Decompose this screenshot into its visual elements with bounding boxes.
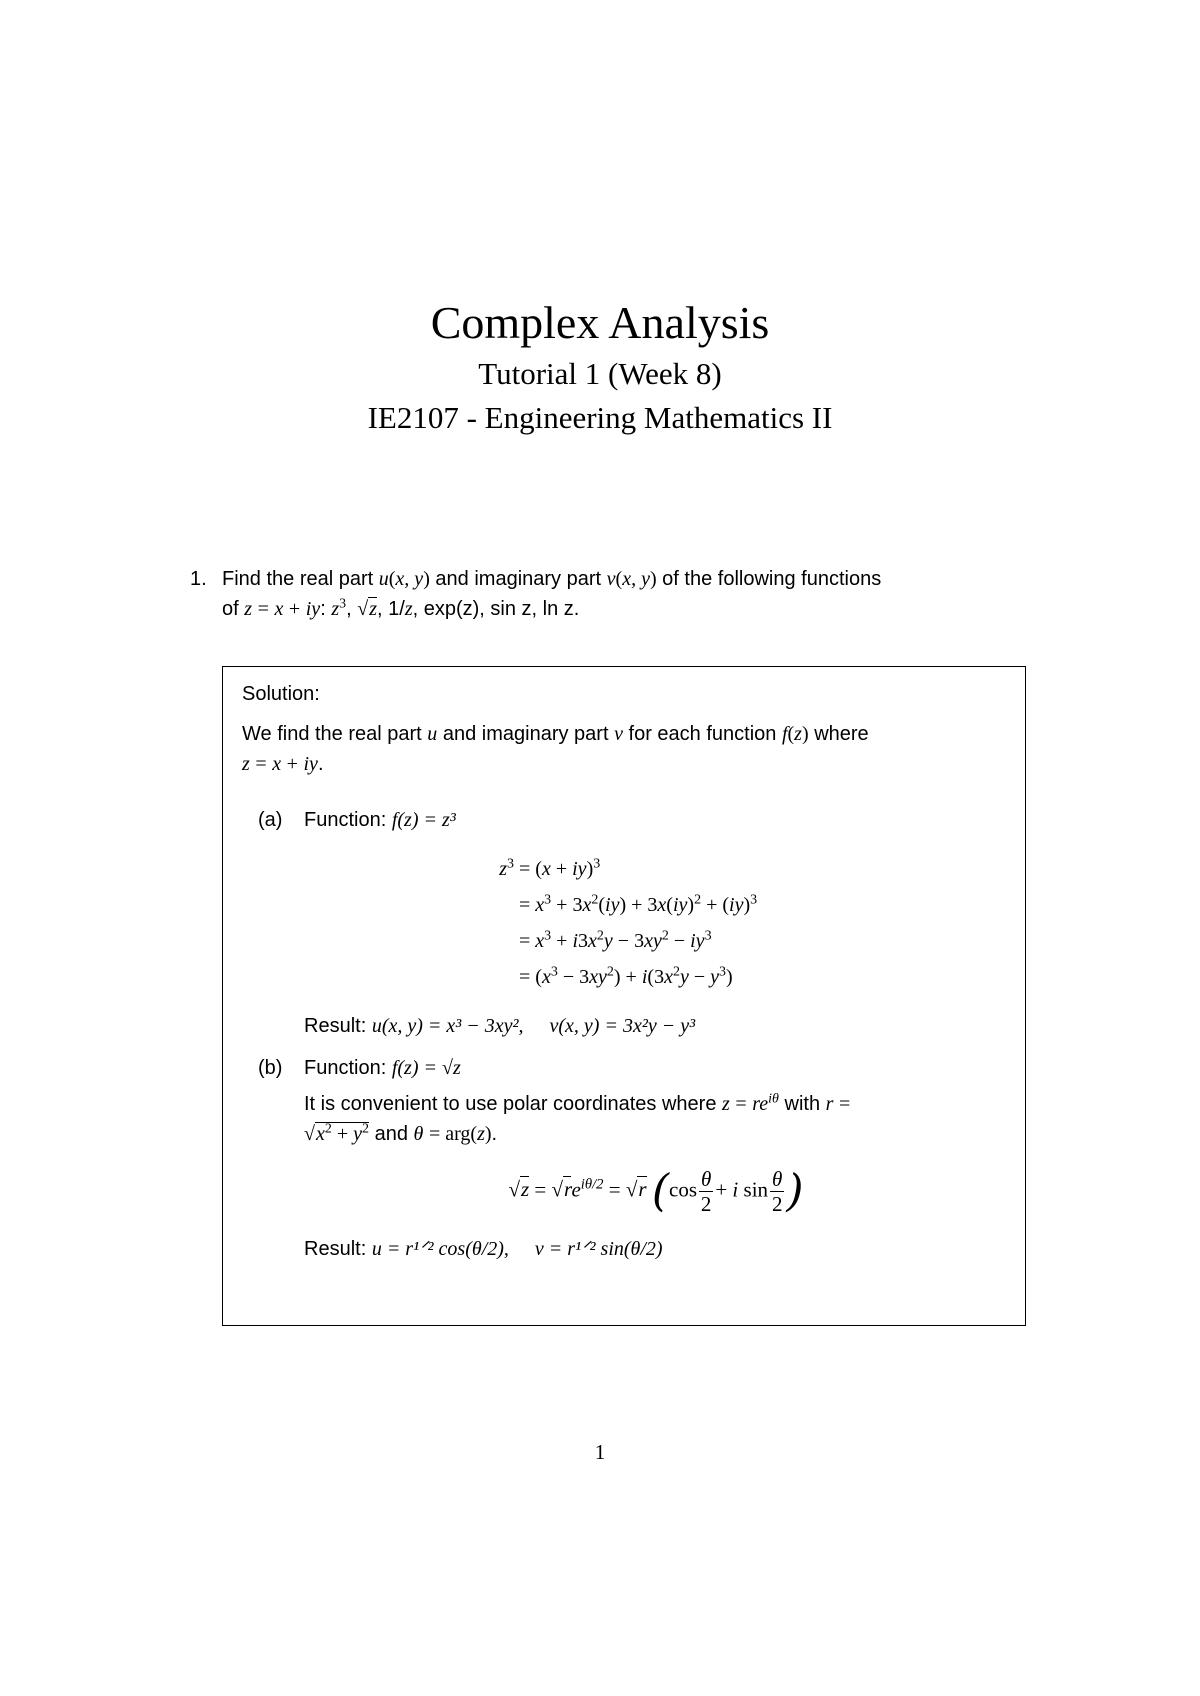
problem-number: 1. (190, 568, 207, 590)
item-label: (a) (258, 809, 283, 831)
title-block (0, 296, 1200, 438)
expansion-equations: $z^3 = (x + iy)^3$ = $x^3 + 3x^2(iy) + 3x(iy)^2 + (iy)^3$ = $x^3 + i3x^2y - 3xy^2 - iy^3$ = $(x^3 - 3xy^2) + i(3x^2y - y^3)$ (499, 856, 758, 988)
result-a: Result: u(x, y) = x³ − 3xy², v(x, y) = 3x²y − y³ (304, 1015, 696, 1037)
sqrt-polar-equation: $√z = √re^{i\theta/2} = √r$ (cos $\frac{\theta}{2}$ + i sin $\frac{\theta}{2}$ ) (508, 1165, 804, 1217)
function-expression: f(z) = z³ (391, 809, 456, 831)
solution-content (242, 679, 1008, 1264)
document-subtitle: Tutorial 1 (Week 8) (478, 356, 722, 391)
document-title: Complex Analysis (430, 297, 770, 348)
problem-1 (190, 564, 1030, 624)
function-expression: f(z) = √z (391, 1057, 461, 1079)
solution-item-a: (a) Function: f(z) = z³ $z^3 = (x + iy)^3$ = $x^3 + 3x^2(iy) + 3x(iy)^2 + (iy)^3$ = $x^3 + i3x^2y - 3xy^2 - iy^3$ = $(x^3 - 3xy^2) + i(3x^2y - y^3)$ Result: u(x, y) = x³ − 3xy², v(x, y) = 3x²y − y³ (304, 805, 1008, 1041)
item-label: (b) (258, 1057, 283, 1079)
page-number: 1 (594, 1440, 606, 1464)
solution-heading: Solution: (242, 683, 320, 705)
course-name: IE2107 - Engineering Mathematics II (367, 400, 833, 435)
solution-intro: We find the real part u and imaginary part v for each function f(z) where z = x + iy. (242, 723, 869, 775)
polar-text: It is convenient to use polar coordinates where $z = re^{i\theta}$ with r = $√x^2 + y^2$ and θ = arg(z). (304, 1091, 851, 1145)
result-b: Result: u = r¹ᐟ² cos(θ/2), v = r¹ᐟ² sin(θ/2) (304, 1238, 663, 1260)
solution-item-b: (b) Function: f(z) = √z It is convenient to use polar coordinates where $z = re^{i\theta}$ with r = $√x^2 + y^2$ and θ = arg(z). $√z = √re^{i\theta/2} = √r$ (cos $\frac{\theta}{2}$ + i sin $\frac{\theta}{2}$ ) Result: u = r¹ᐟ² cos(θ/2), v = r¹ᐟ² sin(θ/2) (304, 1053, 1008, 1264)
problem-text: Find the real part u(x, y) and imaginary part v(x, y) of the following functions of z = x + iy: $z^3$, √z, 1/z, exp(z), sin z, ln z. (222, 568, 882, 620)
solution-box (222, 666, 1026, 1326)
